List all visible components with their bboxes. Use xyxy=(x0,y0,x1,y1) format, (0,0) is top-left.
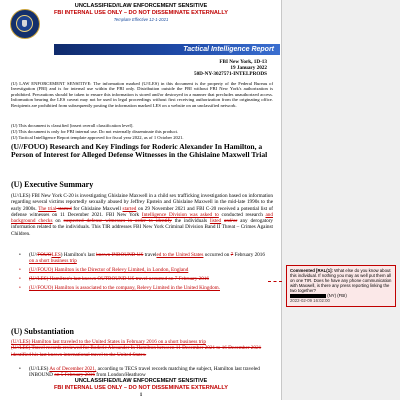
fbi-seal-icon xyxy=(10,9,40,39)
banner-title: Tactical Intelligence Report xyxy=(183,46,274,53)
exec-summary-heading: (U) Executive Summary xyxy=(11,180,94,189)
tracked-insertion[interactable]: The trial xyxy=(38,205,57,212)
list-item: • (U//LES) As of December 2021, according to TECS travel records matching the subject, Hamilton last traveled INBOUND on 5 February 2016 from London/Heathrow xyxy=(19,366,269,379)
tracked-insertion[interactable]: started xyxy=(122,205,137,212)
comment-text: What else do you know about this individual. If nothing you may as well put them all on one TIR. Does he have any phone communication with Maxwell, is there any press reporting linking the two together? xyxy=(290,268,392,293)
les-notice: (U) LAW ENFORCEMENT SENSITIVE: The information marked (U//LES) in this document is the property of the Federal Bureau of Investigation (FBI) and is for internal use within the FBI only. Distribution outside the FBI without FBI New York's authorization is prohibited. Precautions should be taken to ensure this information is stored and/or destroyed in a manner that precludes unauthorized access. Information bearing the LES caveat may not be used in legal proceedings without first receiving authorization from the originating office. Recipients are prohibited from subsequently posting the information marked LES on a website on an unclassified network. xyxy=(11,81,273,108)
tracked-deletion[interactable]: known INBOUND US xyxy=(96,252,144,258)
tracked-deletion[interactable]: FOUO xyxy=(37,252,52,258)
review-comment[interactable] xyxy=(286,265,396,307)
tracked-deletion[interactable]: on 5 February 2016 xyxy=(54,372,95,379)
classification-footer: UNCLASSIFIED//LAW ENFORCEMENT SENSITIVE xyxy=(74,378,208,384)
report-title: (U//FOUO) Research and Key Findings for Roderic Alexander In Hamilton, a Person of Interest for Alleged Defense Witnesses in the Ghislaine Maxwell Trial xyxy=(11,142,268,160)
comment-signer: (NY) (FBI) xyxy=(327,293,347,298)
classification-header: UNCLASSIFIED//LAW ENFORCEMENT SENSITIVE xyxy=(74,3,208,9)
page-number: 1 xyxy=(139,393,143,398)
note-item: (U) This document is only for FBI internal use. Do not externally disseminate this product. xyxy=(11,128,179,134)
template-note: Template Effective 12-1-2021 xyxy=(113,17,169,22)
list-item[interactable]: • (U//LES) Hamilton's last known OUTBOUND US travel occurred on 7 February 2016 xyxy=(19,276,269,282)
tracked-deletion[interactable]: started xyxy=(56,205,72,212)
comment-timestamp: 2022-02-09 16:02:00 xyxy=(290,298,330,303)
exec-summary-text: (U//LES) FBI New York C-20 is investigating Ghislaine Maxwell in a child sex trafficking investigation based on information regarding several victims reportedly sexually abused by Jeffrey Epstein and Ghislaine Maxwell in the mid-late 1990s to the early 2000s. The trial started for Ghislaine Maxwell started on 29 November 2021 and FBI C-20 received a potential list of defense witnesses on 11 December 2021. FBI New York Intelligence Division was asked to conducted research and background checks on suspected defense witnesses in order to identify the individuals listed and/or any derogatory information related to the individuals. This TIR addresses FBI New York Criminal Division Band II Threat – Crimes Against Children. xyxy=(11,193,274,237)
note-item: (U) Tactical Intelligence Report template approved for fiscal year 2022, as of 1 October 2021. xyxy=(11,134,184,140)
tracked-insertion[interactable]: and background checks xyxy=(11,211,273,225)
tracked-insertion[interactable]: As of December 2021, xyxy=(49,366,97,372)
tracked-insertion[interactable]: listed xyxy=(209,218,222,225)
note-item: (U) This document is classified [insert overall classification level]. xyxy=(11,123,134,128)
classification-notes xyxy=(11,123,273,140)
comment-author: Commented [RAL(1]: xyxy=(290,268,333,273)
report-id: 50D-NY-3027571-INTELPRODS xyxy=(193,71,267,77)
tracked-deletion[interactable]: and/or xyxy=(224,218,238,225)
tracked-insertion[interactable]: Intelligence Division was asked to xyxy=(141,211,219,218)
key-findings-list xyxy=(19,252,269,293)
tracked-deletion[interactable]: (U//LES) Travel records reviewed for Roderic Alexander In Hamilton between 11 December 2021 to 16 December 2021 identified his last known international travel to the United States. xyxy=(11,345,262,358)
substantiation-text xyxy=(11,339,273,358)
comment-connector xyxy=(268,281,282,282)
list-item[interactable]: • (U//FOUO) Hamilton is the Director of Relevy Limited, in London, England xyxy=(19,267,269,273)
report-banner xyxy=(54,44,280,55)
comments-pane xyxy=(282,0,400,400)
tracked-deletion[interactable]: suspected defense witnesses in order to identify xyxy=(63,218,172,225)
list-item[interactable]: • (U//FOUO) Hamilton is associated to the company, Relevy Limited in the United Kingdom. xyxy=(19,285,269,291)
field-office: FBI New York, 1D-13 xyxy=(219,59,267,65)
report-date: 19 January 2022 xyxy=(230,65,267,71)
dissemination-footer: FBI INTERNAL USE ONLY – DO NOT DISSEMINATE EXTERNALLY xyxy=(54,385,228,391)
substantiation-heading: (U) Substantiation xyxy=(11,327,74,336)
tracked-insertion[interactable]: on a short business trip xyxy=(29,258,77,265)
tracked-insertion[interactable]: LES xyxy=(51,252,61,258)
list-item: • (U//FOUOLES) Hamilton's last known INBOUND US traveled to the United States occurred on 7 February 2016 on a short business trip xyxy=(19,252,269,265)
tracked-insertion[interactable]: ed to the United States xyxy=(156,252,204,258)
tracked-deletion[interactable]: 7 xyxy=(230,252,234,258)
dissemination-header: FBI INTERNAL USE ONLY – DO NOT DISSEMINATE EXTERNALLY xyxy=(54,10,228,16)
tracked-insertion[interactable]: (U//LES) Hamilton last traveled to the United States in February 2016 on a short business trip xyxy=(11,339,206,345)
